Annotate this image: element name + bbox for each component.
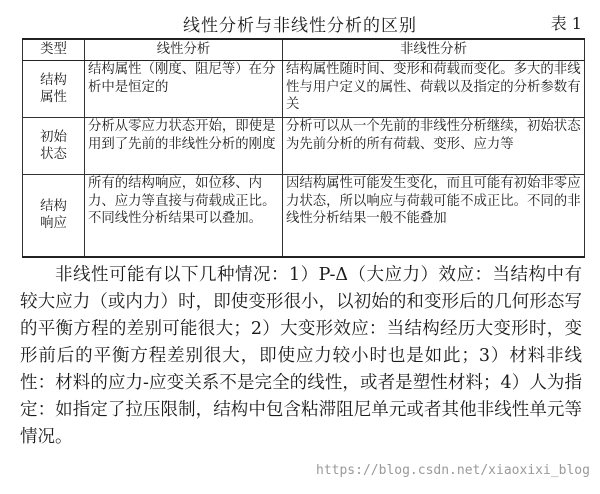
row-type-label: 初始状态 bbox=[40, 129, 67, 162]
linear-cell: 所有的结构响应，如位移、内力、应力等直接与荷载成正比。不同线性分析结果可以叠加。 bbox=[85, 175, 283, 257]
table-row bbox=[23, 118, 585, 175]
header-nonlinear: 非线性分析 bbox=[283, 39, 585, 61]
linear-cell: 分析从零应力状态开始，即使是用到了先前的非线性分析的刚度 bbox=[85, 118, 283, 175]
nonlinear-cell: 结构属性随时间、变形和荷载而变化。多大的非线性与用户定义的属性、荷载以及指定的分析参数有关 bbox=[283, 61, 585, 118]
row-type-label: 结构响应 bbox=[40, 198, 67, 232]
body-paragraph: 非线性可能有以下几种情况：1）P-Δ（大应力）效应：当结构中有较大应力（或内力）时，即使变形很小，以初始的和变形后的几何形态写的平衡方程的差别可能很大；2）大变形效应：当结构经历大变形时，变形前后的平衡方程差别很大，即使应力较小时也是如此；3）材料非线性：材料的应力-应变关系不是完全的线性，或者是塑性材料；4）人为指定：如指定了拉压限制，结构中包含粘滞阻尼单元或者其他非线性单元等情况。 bbox=[20, 265, 582, 447]
watermark-url: https://blog.csdn.net/xiaoxixi_blog bbox=[316, 463, 590, 478]
table-row bbox=[23, 175, 585, 257]
nonlinear-cell: 分析可以从一个先前的非线性分析继续，初始状态为先前分析的所有荷载、变形、应力等 bbox=[283, 118, 585, 175]
comparison-table bbox=[22, 38, 585, 258]
table-number: 表 1 bbox=[550, 14, 582, 33]
header-linear: 线性分析 bbox=[85, 39, 283, 61]
row-type-label: 结构属性 bbox=[40, 72, 67, 105]
table-row bbox=[23, 61, 585, 118]
linear-cell: 结构属性（刚度、阻尼等）在分析中是恒定的 bbox=[85, 61, 283, 118]
table-header-row bbox=[23, 39, 585, 61]
document-title: 线性分析与非线性分析的区别 bbox=[183, 16, 417, 36]
nonlinear-cell: 因结构属性可能发生变化，而且可能有初始非零应力状态，所以响应与荷载可能不成正比。不同的非线性分析结果一般不能叠加 bbox=[283, 175, 585, 257]
header-type: 类型 bbox=[23, 39, 85, 61]
